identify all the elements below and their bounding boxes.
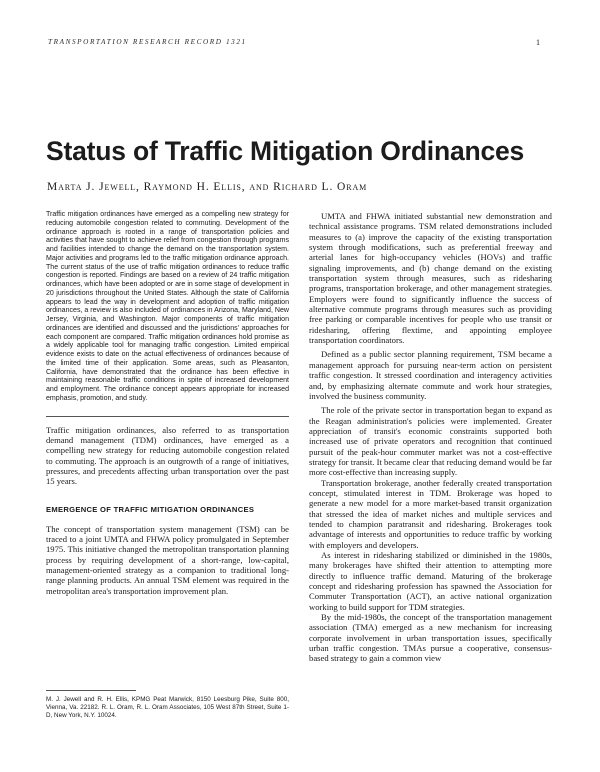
author-affiliation-footnote xyxy=(46,690,289,721)
footnote-text: M. J. Jewell and R. H. Ellis, KPMG Peat Marwick, 8150 Leesburg Pike, Suite 800, Vienna, Va. 22182. R. L. Oram, R. L. Oram Associates, 105 West 87th Street, Suite 1-D, New York, N.Y. 10024. xyxy=(46,696,289,720)
body-paragraph: Defined as a public sector planning requirement, TSM became a management approach for pursuing near-term action on persistent traffic congestion. It stressed coordination and interagency activities and, by emphasizing alternate commute and work hour strategies, involved the business community. xyxy=(309,349,552,401)
page-number: 1 xyxy=(536,38,540,47)
body-paragraph: By the mid-1980s, the concept of the transportation management association (TMA) emerged as a new mechanism for increasing corporate involvement in urban transportation issues, specifically urban traffic congestion. TMAs pursue a cooperative, consensus-based strategy to gain a common view xyxy=(309,612,552,664)
body-paragraph: As interest in ridesharing stabilized or diminished in the 1980s, many brokerages have shifted their attention to attempting more directly to influence traffic demand. Maturing of the brokerage concept and ridesharing profession has spawned the Association for Commuter Transportation (ACT), an active national organization working to build support for TDM strategies. xyxy=(309,550,552,612)
paper-title: Status of Traffic Mitigation Ordinances xyxy=(46,136,525,166)
author-list: Marta J. Jewell, Raymond H. Ellis, and Richard L. Oram xyxy=(47,181,368,193)
body-paragraph: The role of the private sector in transportation began to expand as the Reagan administration's policies were implemented. Greater appreciation of transit's economic constraints supported both increased use of private operators and recognition that continued pursuit of the peak-hour commuter market was not a cost-effective strategy for transit. It became clear that reducing demand would be far more cost-effective than increasing supply. xyxy=(309,405,552,478)
intro-paragraph: Traffic mitigation ordinances, also referred to as transportation demand management (TDM) ordinances, have emerged as a compelling new strategy for reducing automobile congestion related to commuting. The approach is an outgrowth of a range of initiatives, pressures, and precedents affecting urban transportation over the past 15 years. xyxy=(46,424,289,487)
running-head: TRANSPORTATION RESEARCH RECORD 1321 xyxy=(48,38,247,46)
right-column xyxy=(309,211,552,664)
left-column xyxy=(46,211,289,596)
body-paragraph: UMTA and FHWA initiated substantial new demonstration and technical assistance programs. TSM related demonstrations included measures to (a) improve the capacity of the existing transportation system through modifications, such as preferential freeway and arterial lanes for high-occupancy vehicles (HOVs) and traffic signaling improvements, and (b) change demand on the existing transportation system through measures, such as ridesharing programs, transportation brokerage, and other management strategies. Employers were found to significantly influence the success of alternative commute programs through measures such as providing free parking or comparable incentives for people who use transit or ridesharing, offering flextime, and appointing employee transportation coordinators. xyxy=(309,211,552,346)
body-paragraph: Transportation brokerage, another federally created transportation concept, stimulated interest in TDM. Brokerage was hoped to generate a new model for a more market-based transit organization that stressed the idea of market niches and multiple services and tended to champion paratransit and ridesharing. Brokerages took advantage of interests and opportunities to reduce traffic by working with employers and developers. xyxy=(309,477,552,550)
footnote-divider xyxy=(46,690,136,691)
section-paragraph: The concept of transportation system management (TSM) can be traced to a joint UMTA and FHWA policy promulgated in September 1975. This initiative changed the metropolitan transportation planning process by requiring development of a short-range, low-capital, management-oriented strategy as a companion to traditional long-range planning products. An annual TSM element was required in the metropolitan area's transportation improvement plan. xyxy=(46,523,289,596)
abstract-divider xyxy=(46,416,289,417)
abstract: Traffic mitigation ordinances have emerged as a compelling new strategy for reducing automobile congestion related to commuting. Development of the ordinance approach is rooted in a range of transportation policies and activities that have sought to achieve relief from congestion through programs and facilities intended to change the demand on the transportation system. Major activities and programs led to the traffic mitigation ordinance approach. The current status of the use of traffic mitigation ordinances to reduce traffic congestion is reported. Findings are based on a review of 24 traffic mitigation ordinances, which have been adopted or are in some stage of development in 20 jurisdictions throughout the United States. Although the state of California appears to lead the way in development and adoption of traffic mitigation ordinances, a review is also included of ordinances in Arizona, Maryland, New Jersey, Virginia, and Washington. Major components of traffic mitigation ordinances are identified and discussed and the jurisdictions' approaches for each component are compared. Traffic mitigation ordinances hold promise as a widely applicable tool for managing traffic congestion. Limited empirical evidence exists to date on the actual effectiveness of ordinances because of the limited time of their application. Some areas, such as Pleasanton, California, have demonstrated that the ordinance has been effective in maintaining reasonable traffic conditions in spite of increased development and employment. The ordinance concept appears appropriate for increased emphasis, promotion, and study. xyxy=(46,211,289,402)
section-heading: EMERGENCE OF TRAFFIC MITIGATION ORDINANCES xyxy=(46,504,255,514)
